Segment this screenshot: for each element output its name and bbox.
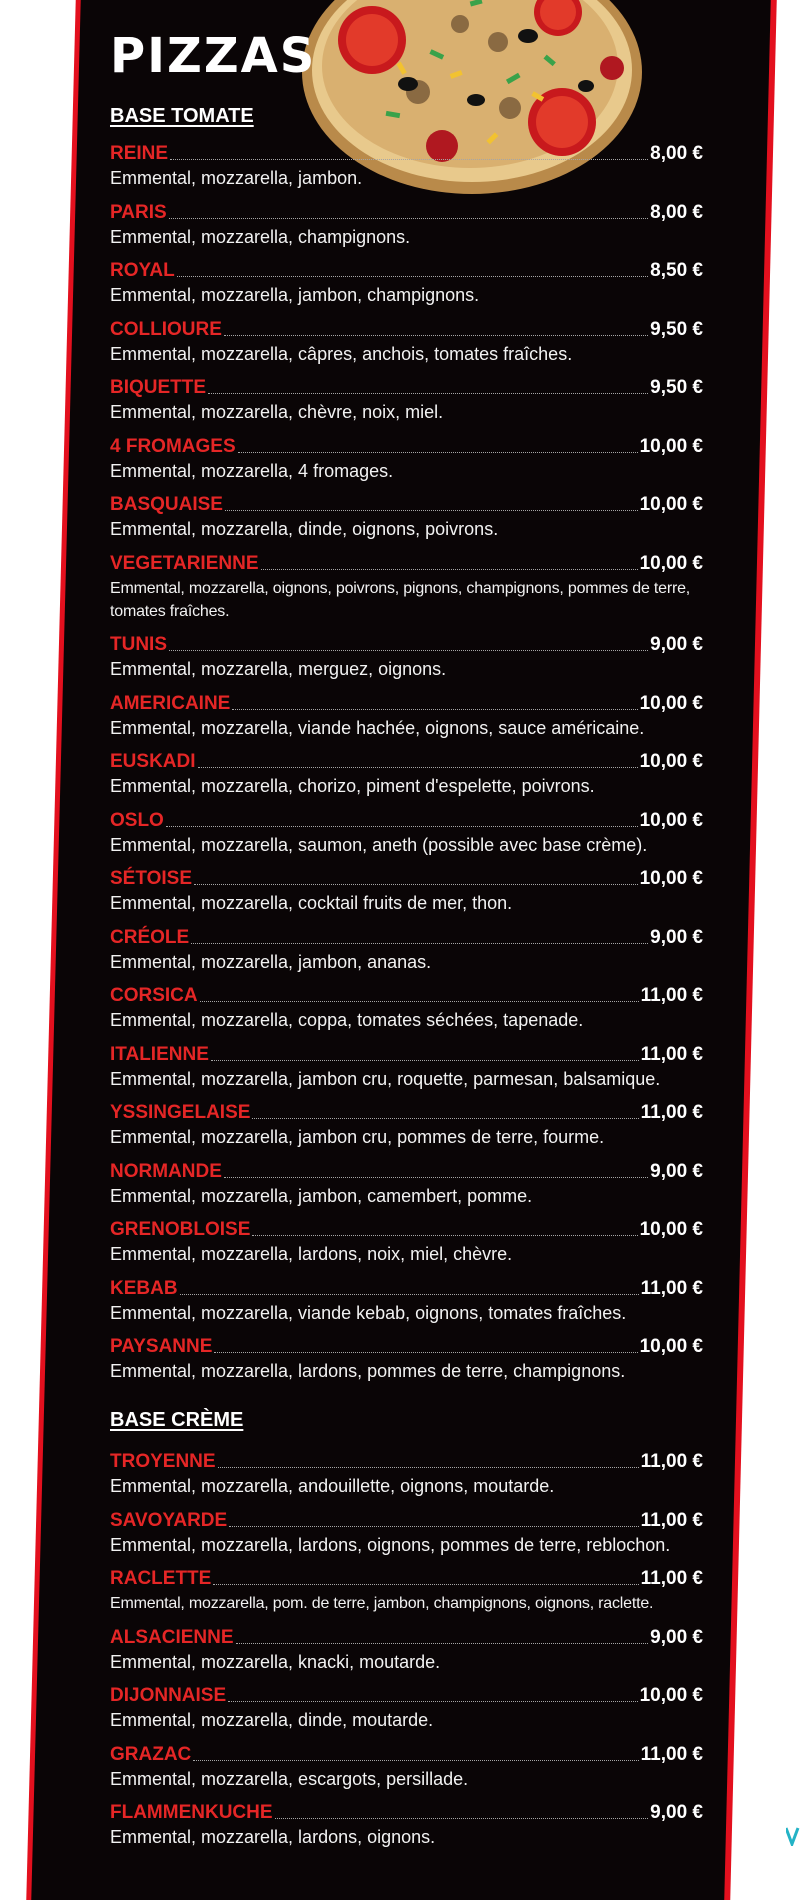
dotted-leader [252,1235,637,1236]
menu-item-description: Emmental, mozzarella, lardons, oignons. [110,1827,436,1847]
menu-item-row [110,865,703,891]
menu-item-price: 11,00 € [640,1744,703,1765]
menu-item-row [110,1158,703,1184]
menu-item-price: 10,00 € [639,494,703,515]
menu-item-row [110,748,703,774]
menu-item-name: RACLETTE [110,1568,212,1589]
menu-item [110,433,703,483]
menu-item [110,924,703,974]
menu-item-row [110,199,703,225]
menu-item-name: REINE [110,143,169,164]
menu-item-name: ALSACIENNE [110,1627,234,1648]
menu-item-description: Emmental, mozzarella, cocktail fruits de mer, thon. [110,893,513,913]
menu-item-name: GRENOBLOISE [110,1219,251,1240]
menu-item-price: 10,00 € [639,553,703,574]
menu-item-description: Emmental, mozzarella, lardons, pommes de terre, champignons. [110,1361,626,1381]
menu-item-name: BASQUAISE [110,494,223,515]
dotted-leader [194,884,638,885]
menu-item-row [110,491,703,517]
menu-item-row [110,1448,703,1474]
menu-item [110,1041,703,1091]
menu-item [110,199,703,249]
menu-item-name: EUSKADI [110,751,196,772]
dotted-leader [169,650,648,651]
menu-item [110,1682,703,1732]
menu-item-name: YSSINGELAISE [110,1102,251,1123]
menu-item-price: 11,00 € [640,1102,703,1123]
menu-item-price: 11,00 € [640,1044,703,1065]
menu-item-name: KEBAB [110,1278,178,1299]
menu-item-description: Emmental, mozzarella, chorizo, piment d'espelette, poivrons. [110,776,595,796]
menu-item-row [110,982,703,1008]
menu-item-name: 4 FROMAGES [110,436,236,457]
menu-item-row [110,631,703,657]
section-heading: BASE TOMATE [110,105,254,127]
menu-item-name: PARIS [110,202,167,223]
menu-item [110,1099,703,1149]
menu-item [110,1507,703,1557]
dotted-leader [252,1118,638,1119]
menu-item-name: TROYENNE [110,1451,216,1472]
menu-item-row [110,257,703,283]
menu-item-price: 9,00 € [650,1161,703,1182]
menu-item-name: PAYSANNE [110,1336,213,1357]
dotted-leader [214,1352,637,1353]
section-heading: BASE CRÈME [110,1409,244,1431]
menu-item [110,374,703,424]
menu-item-description: Emmental, mozzarella, dinde, oignons, poivrons. [110,519,499,539]
menu-item [110,316,703,366]
menu-item-row [110,807,703,833]
menu-item-row [110,1799,703,1825]
menu-item-price: 11,00 € [640,1510,703,1531]
menu-item-price: 9,00 € [650,1802,703,1823]
menu-item [110,631,703,681]
dotted-leader [169,218,649,219]
menu-item-price: 8,00 € [650,143,703,164]
dotted-leader [180,1294,639,1295]
menu-item-price: 9,50 € [650,319,703,340]
dotted-leader [218,1467,639,1468]
corner-mark [786,1826,800,1846]
menu-item-price: 10,00 € [639,436,703,457]
menu-item-description: Emmental, mozzarella, andouillette, oignons, moutarde. [110,1476,555,1496]
menu-item [110,1216,703,1266]
menu-item-name: ROYAL [110,260,175,281]
menu-item-description: Emmental, mozzarella, lardons, noix, miel, chèvre. [110,1244,513,1264]
menu-item-row [110,1565,703,1591]
menu-item-price: 9,00 € [650,1627,703,1648]
menu-item-row [110,374,703,400]
dotted-leader [198,767,638,768]
menu-item-description: Emmental, mozzarella, knacki, moutarde. [110,1652,441,1672]
menu-title: PIZZAS [110,28,317,84]
menu-item-description: Emmental, mozzarella, saumon, aneth (possible avec base crème). [110,835,648,855]
dotted-leader [191,943,648,944]
menu-item [110,1333,703,1383]
menu-item-description: Emmental, mozzarella, 4 fromages. [110,461,394,481]
menu-item-description: Emmental, mozzarella, viande kebab, oignons, tomates fraîches. [110,1303,627,1323]
menu-item-price: 10,00 € [639,810,703,831]
menu-item [110,982,703,1032]
menu-item-price: 10,00 € [639,693,703,714]
menu-item-name: ITALIENNE [110,1044,209,1065]
menu-item-row [110,550,703,576]
dotted-leader [193,1760,638,1761]
menu-item-price: 9,00 € [650,927,703,948]
menu-item-description: Emmental, mozzarella, jambon, ananas. [110,952,432,972]
menu-item-description: Emmental, mozzarella, lardons, oignons, pommes de terre, reblochon. [110,1535,671,1555]
menu-item-name: TUNIS [110,634,167,655]
menu-item-row [110,1099,703,1125]
menu-item [110,550,703,623]
menu-item-name: FLAMMENKUCHE [110,1802,273,1823]
menu-item [110,1158,703,1208]
menu-item-price: 10,00 € [639,1219,703,1240]
menu-item [110,690,703,740]
menu-item-row [110,1041,703,1067]
menu-item-row [110,433,703,459]
menu-item-name: GRAZAC [110,1744,192,1765]
dotted-leader [208,393,648,394]
menu-item-price: 10,00 € [639,868,703,889]
menu-item [110,1624,703,1674]
menu-item-description: Emmental, mozzarella, jambon. [110,168,363,188]
dotted-leader [232,709,637,710]
menu-item-row [110,690,703,716]
menu-item-row [110,1741,703,1767]
dotted-leader [236,1643,649,1644]
menu-item-price: 10,00 € [639,1685,703,1706]
dotted-leader [170,159,648,160]
menu-item-price: 11,00 € [640,1278,703,1299]
menu-item-row [110,1624,703,1650]
dotted-leader [261,569,638,570]
menu-item-description: Emmental, mozzarella, champignons. [110,227,411,247]
menu-item-row [110,1333,703,1359]
menu-item-price: 8,00 € [650,202,703,223]
menu-item-description: Emmental, mozzarella, chèvre, noix, miel. [110,402,444,422]
menu-item [110,1565,703,1615]
menu-item [110,1799,703,1849]
menu-item-name: AMERICAINE [110,693,231,714]
menu-item-name: OSLO [110,810,164,831]
menu-item-row [110,316,703,342]
menu-item-description: Emmental, mozzarella, jambon cru, pommes de terre, fourme. [110,1127,605,1147]
menu-item-row [110,1507,703,1533]
menu-item [110,865,703,915]
dotted-leader [225,510,638,511]
menu-item-name: DIJONNAISE [110,1685,227,1706]
menu-item-price: 10,00 € [639,1336,703,1357]
menu-item [110,1448,703,1498]
menu-item [110,1741,703,1791]
menu-item-price: 10,00 € [639,751,703,772]
menu-item [110,748,703,798]
menu-item-name: COLLIOURE [110,319,222,340]
menu-item-row [110,140,703,166]
menu-item-price: 11,00 € [640,1451,703,1472]
menu-item [110,807,703,857]
menu-item-description: Emmental, mozzarella, jambon cru, roquette, parmesan, balsamique. [110,1069,661,1089]
menu-item-description: Emmental, mozzarella, viande hachée, oignons, sauce américaine. [110,718,645,738]
dotted-leader [275,1818,649,1819]
menu-item-name: CORSICA [110,985,198,1006]
menu-item-description: Emmental, mozzarella, jambon, champignons. [110,285,480,305]
dotted-leader [228,1701,637,1702]
menu-item-price: 9,00 € [650,634,703,655]
menu-item-description: Emmental, mozzarella, dinde, moutarde. [110,1710,434,1730]
menu-item-price: 11,00 € [640,985,703,1006]
menu-item-row [110,924,703,950]
dotted-leader [200,1001,639,1002]
dotted-leader [224,335,648,336]
menu-item-description: Emmental, mozzarella, oignons, poivrons, pignons, champignons, pommes de terre, tomates fraîches. [110,580,691,620]
menu-item-name: CRÉOLE [110,927,190,948]
dotted-leader [229,1526,638,1527]
menu-item-description: Emmental, mozzarella, escargots, persillade. [110,1769,469,1789]
menu-item [110,491,703,541]
menu-item-row [110,1275,703,1301]
menu-item-row [110,1682,703,1708]
menu-item-name: VEGETARIENNE [110,553,259,574]
menu-item-name: SAVOYARDE [110,1510,228,1531]
menu-item [110,140,703,190]
menu-item-row [110,1216,703,1242]
menu-item-description: Emmental, mozzarella, merguez, oignons. [110,659,447,679]
menu-item-price: 11,00 € [640,1568,703,1589]
menu-item-name: NORMANDE [110,1161,222,1182]
menu-item-description: Emmental, mozzarella, pom. de terre, jambon, champignons, oignons, raclette. [110,1595,654,1612]
menu-item-name: BIQUETTE [110,377,207,398]
menu-item-description: Emmental, mozzarella, jambon, camembert, pomme. [110,1186,533,1206]
dotted-leader [238,452,638,453]
menu-item [110,1275,703,1325]
menu-item [110,257,703,307]
dotted-leader [211,1060,639,1061]
menu-item-name: SÉTOISE [110,868,193,889]
dotted-leader [177,276,648,277]
menu-item-price: 9,50 € [650,377,703,398]
dotted-leader [213,1584,638,1585]
menu-item-description: Emmental, mozzarella, coppa, tomates séchées, tapenade. [110,1010,584,1030]
dotted-leader [224,1177,648,1178]
menu-item-price: 8,50 € [650,260,703,281]
dotted-leader [166,826,638,827]
menu-item-description: Emmental, mozzarella, câpres, anchois, tomates fraîches. [110,344,573,364]
